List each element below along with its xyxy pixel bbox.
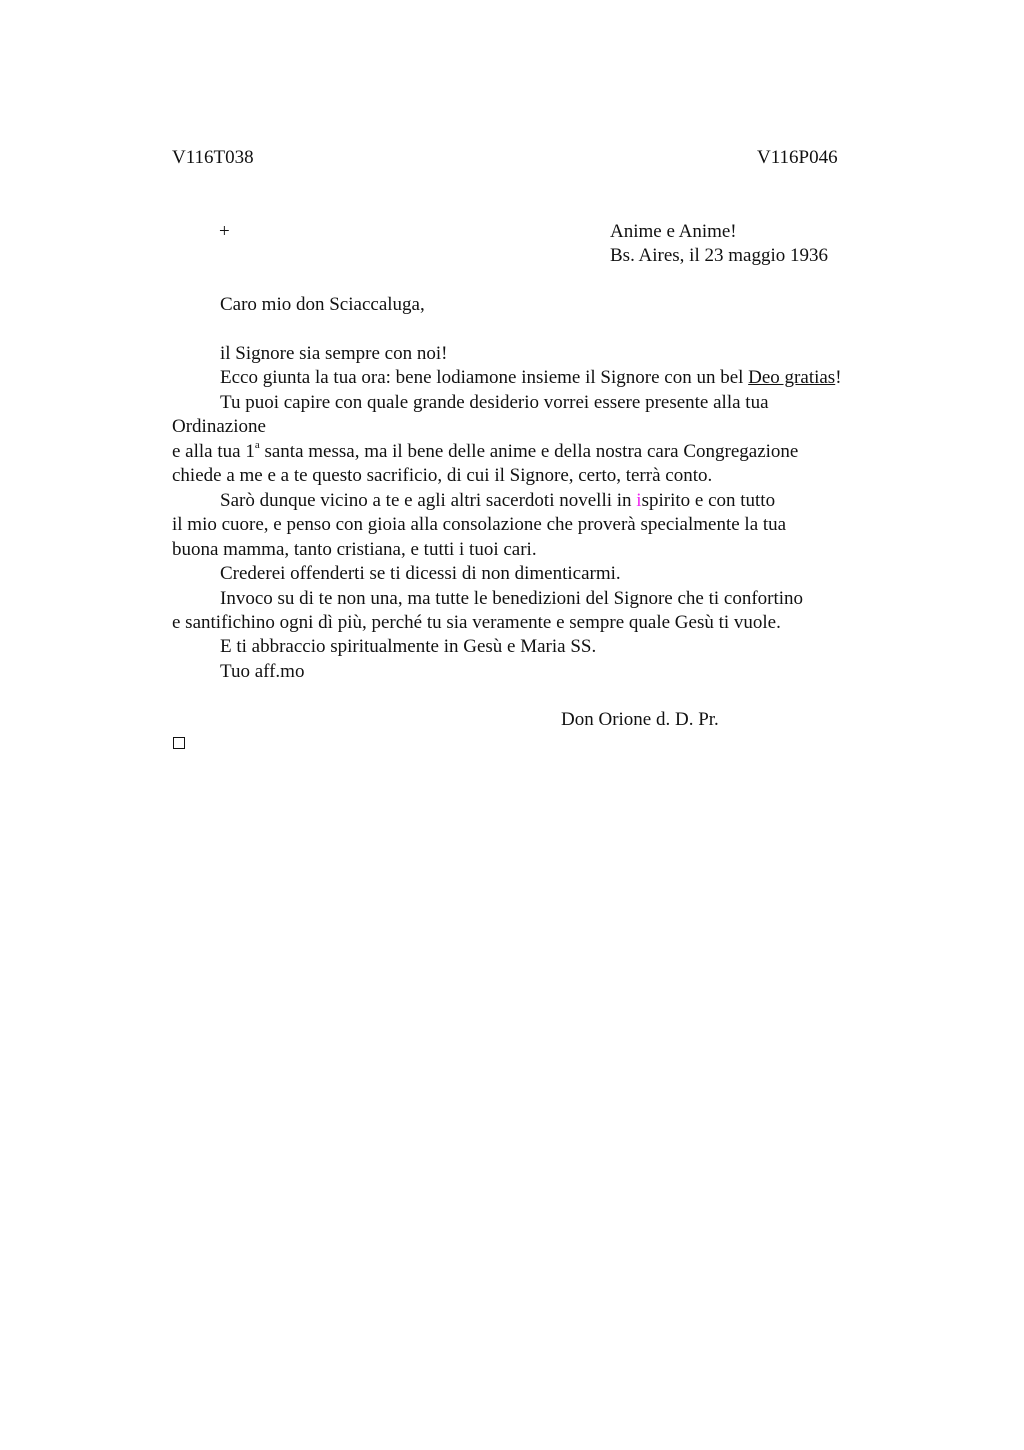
body-line-13: E ti abbraccio spiritualmente in Gesù e Maria SS. <box>220 636 597 657</box>
archive-code-right: V116P046 <box>757 147 838 168</box>
body-line-5-rest: santa messa, ma il bene delle anime e della nostra cara Congregazione <box>259 441 799 462</box>
body-line-4: Ordinazione <box>172 416 266 437</box>
body-line-11: Invoco su di te non una, ma tutte le benedizioni del Signore che ti confortino <box>220 588 804 609</box>
body-line-6: chiede a me e a te questo sacrificio, di cui il Signore, certo, terrà conto. <box>172 465 713 486</box>
body-line-10: Crederei offenderti se ti dicessi di non dimenticarmi. <box>220 563 621 584</box>
salutation: Caro mio don Sciaccaluga, <box>220 294 425 315</box>
signature: Don Orione d. D. Pr. <box>561 709 719 730</box>
body-line-9: buona mamma, tanto cristiana, e tutti i tuoi cari. <box>172 539 537 560</box>
archive-code-left: V116T038 <box>172 147 254 168</box>
body-line-1: il Signore sia sempre con noi! <box>220 343 448 364</box>
cross-symbol: + <box>219 221 230 242</box>
body-line-2-end: ! <box>835 367 842 388</box>
body-line-12: e santifichino ogni dì più, perché tu sia veramente e sempre quale Gesù ti vuole. <box>172 612 781 633</box>
body-line-7 <box>220 489 775 513</box>
body-line-2-text: Ecco giunta la tua ora: bene lodiamone insieme il Signore con un bel <box>220 367 749 388</box>
end-square-icon <box>173 737 185 749</box>
highlighted-letter: i <box>636 490 642 511</box>
deo-gratias-underlined: Deo gratias <box>748 367 836 388</box>
motto: Anime e Anime! <box>610 221 737 242</box>
body-line-2 <box>220 366 842 390</box>
closing: Tuo aff.mo <box>220 661 305 682</box>
body-line-5-text: e alla tua 1 <box>172 441 255 462</box>
body-line-5 <box>172 440 798 464</box>
body-line-3: Tu puoi capire con quale grande desiderio vorrei essere presente alla tua <box>220 392 769 413</box>
ordinal-superscript: a <box>254 438 260 451</box>
body-line-7-rest: spirito e con tutto <box>641 490 776 511</box>
place-date: Bs. Aires, il 23 maggio 1936 <box>610 245 828 266</box>
body-line-8: il mio cuore, e penso con gioia alla consolazione che proverà specialmente la tua <box>172 514 787 535</box>
body-line-7-text: Sarò dunque vicino a te e agli altri sacerdoti novelli in <box>220 490 637 511</box>
